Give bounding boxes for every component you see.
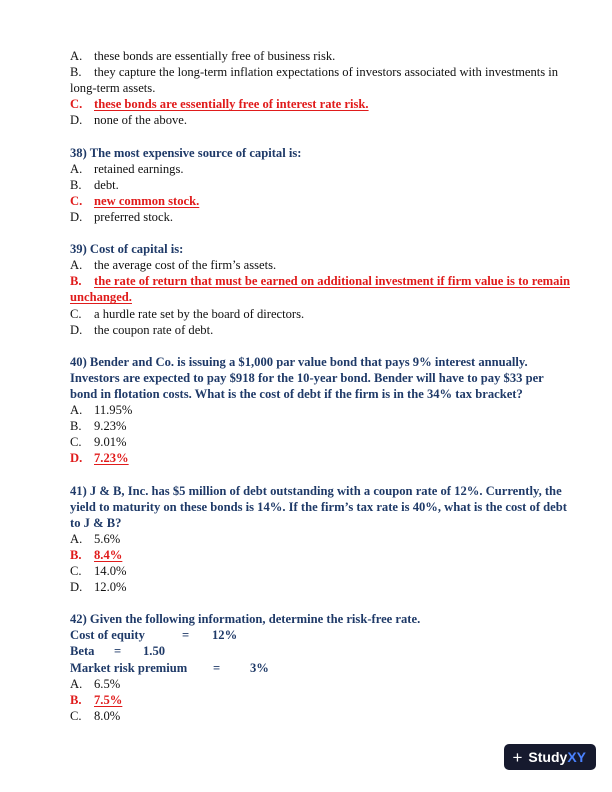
q42-given-market-risk-premium: Market risk premium = 3% (70, 660, 269, 675)
q38-option-d: D. preferred stock. (70, 209, 174, 224)
q38-option-c-correct: C. new common stock. (70, 193, 200, 208)
q39-option-c: C. a hurdle rate set by the board of directors. (70, 306, 305, 321)
q40-option-a: A. 11.95% (70, 403, 133, 418)
q42-given-beta: Beta = 1.50 (70, 644, 166, 659)
plus-icon: + (512, 747, 523, 767)
q38-question: 38) The most expensive source of capital is: (70, 145, 302, 160)
q37-option-c-correct: C. these bonds are essentially free of interest rate risk. (70, 97, 369, 112)
q37-option-d: D. none of the above. (70, 113, 188, 128)
q42-option-c: C. 8.0% (70, 708, 121, 723)
q42-option-b-correct: B. 7.5% (70, 692, 123, 707)
logo-text: StudyXY (528, 749, 586, 765)
q38-option-b: B. debt. (70, 177, 119, 192)
q38-option-a: A. retained earnings. (70, 161, 184, 176)
q39-option-d: D. the coupon rate of debt. (70, 322, 214, 337)
document-page (70, 48, 570, 724)
q41-question: 41) J & B, Inc. has $5 million of debt outstanding with a coupon rate of 12%. Currently, the yield to maturity on these bonds is 14%. If the firm’s tax rate is 40%, what is the cost of debt to J & B? (70, 483, 567, 530)
studyxy-logo (504, 744, 596, 770)
q42-given-cost-of-equity: Cost of equity = 12% (70, 628, 238, 643)
q40-option-d-correct: D. 7.23% (70, 451, 129, 466)
q40-question: 40) Bender and Co. is issuing a $1,000 par value bond that pays 9% interest annually. Investors are expected to pay $918 for the 10-year bond. Bender will have to pay $33 per bond in flotation costs. What is the cost of debt if the firm is in the 34% tax bracket? (70, 354, 544, 401)
q39-question: 39) Cost of capital is: (70, 242, 184, 257)
q42-option-a: A. 6.5% (70, 676, 121, 691)
q40-option-b: B. 9.23% (70, 419, 127, 434)
q41-option-b-correct: B. 8.4% (70, 547, 123, 562)
q39-option-a: A. the average cost of the firm’s assets. (70, 258, 277, 273)
q41-option-c: C. 14.0% (70, 564, 127, 578)
q42-question: 42) Given the following information, determine the risk-free rate. (70, 612, 421, 627)
q37-option-a: A. these bonds are essentially free of business risk. (70, 49, 336, 63)
q41-option-a: A. 5.6% (70, 531, 121, 546)
q39-option-b-correct: B. the rate of return that must be earned on additional investment if firm value is to remain unchanged. (70, 274, 570, 305)
q40-option-c: C. 9.01% (70, 435, 127, 450)
q41-option-d: D. 12.0% (70, 580, 127, 595)
q37-option-b: B. they capture the long-term inflation expectations of investors associated with investments in long-term assets. (70, 65, 559, 96)
